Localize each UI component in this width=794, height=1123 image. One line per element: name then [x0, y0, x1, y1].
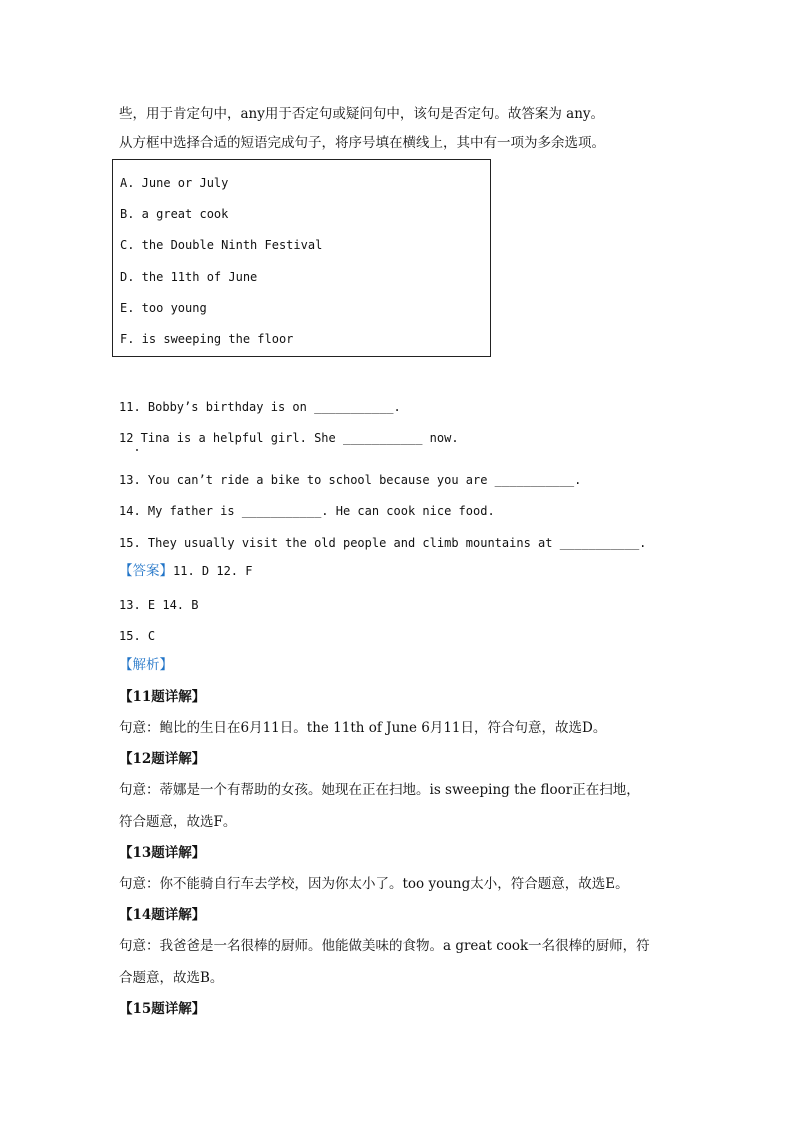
- question-15: 15. They usually visit the old people and climb mountains at ___________.: [119, 536, 647, 550]
- option-b: B. a great cook: [120, 207, 229, 221]
- intro-line-1: 些，用于肯定句中，any用于否定句或疑问句中，该句是否定句。故答案为 any。: [119, 106, 605, 122]
- analysis-heading-13: 【13题详解】: [119, 845, 206, 861]
- answer-line-3: 15. C: [119, 629, 156, 643]
- analysis-text-13: 句意：你不能骑自行车去学校，因为你太小了。too young太小，符合题意，故选E。: [119, 876, 629, 892]
- analysis-text-11: 句意：鲍比的生日在6月11日。the 11th of June 6月11日，符合句意，故选D。: [119, 720, 607, 736]
- question-13: 13. You can’t ride a bike to school because you are ___________.: [119, 473, 582, 487]
- answer-tag: 【答案】: [119, 563, 173, 579]
- analysis-heading-14: 【14题详解】: [119, 907, 206, 923]
- question-11: 11. Bobby’s birthday is on ___________.: [119, 400, 401, 414]
- analysis-tag: 【解析】: [119, 657, 173, 673]
- option-f: F. is sweeping the floor: [120, 332, 294, 346]
- analysis-heading-15: 【15题详解】: [119, 1001, 206, 1017]
- option-d: D. the 11th of June: [120, 270, 258, 284]
- option-e: E. too young: [120, 301, 207, 315]
- analysis-heading-12: 【12题详解】: [119, 751, 206, 767]
- answer-line-1: [119, 561, 252, 581]
- options-box: [112, 159, 491, 357]
- option-a: A. June or July: [120, 176, 229, 190]
- analysis-text-12a: 句意：蒂娜是一个有帮助的女孩。她现在正在扫地。is sweeping the floor正在扫地，: [119, 782, 640, 798]
- question-12: 12 Tina is a helpful girl. She ___________ now.: [119, 431, 459, 445]
- question-14: 14. My father is ___________. He can cook nice food.: [119, 504, 495, 518]
- answer-values-1: 11. D 12. F: [173, 564, 253, 578]
- analysis-heading-11: 【11题详解】: [119, 689, 206, 705]
- analysis-text-14a: 句意：我爸爸是一名很棒的厨师。他能做美味的食物。a great cook一名很棒的厨师，符: [119, 938, 650, 954]
- instruction-line: 从方框中选择合适的短语完成句子，将序号填在横线上，其中有一项为多余选项。: [119, 135, 605, 151]
- option-c: C. the Double Ninth Festival: [120, 238, 323, 252]
- analysis-text-12b: 符合题意，故选F。: [119, 814, 237, 830]
- answer-line-2: 13. E 14. B: [119, 598, 199, 612]
- stray-dot: [136, 449, 138, 451]
- analysis-text-14b: 合题意，故选B。: [119, 970, 224, 986]
